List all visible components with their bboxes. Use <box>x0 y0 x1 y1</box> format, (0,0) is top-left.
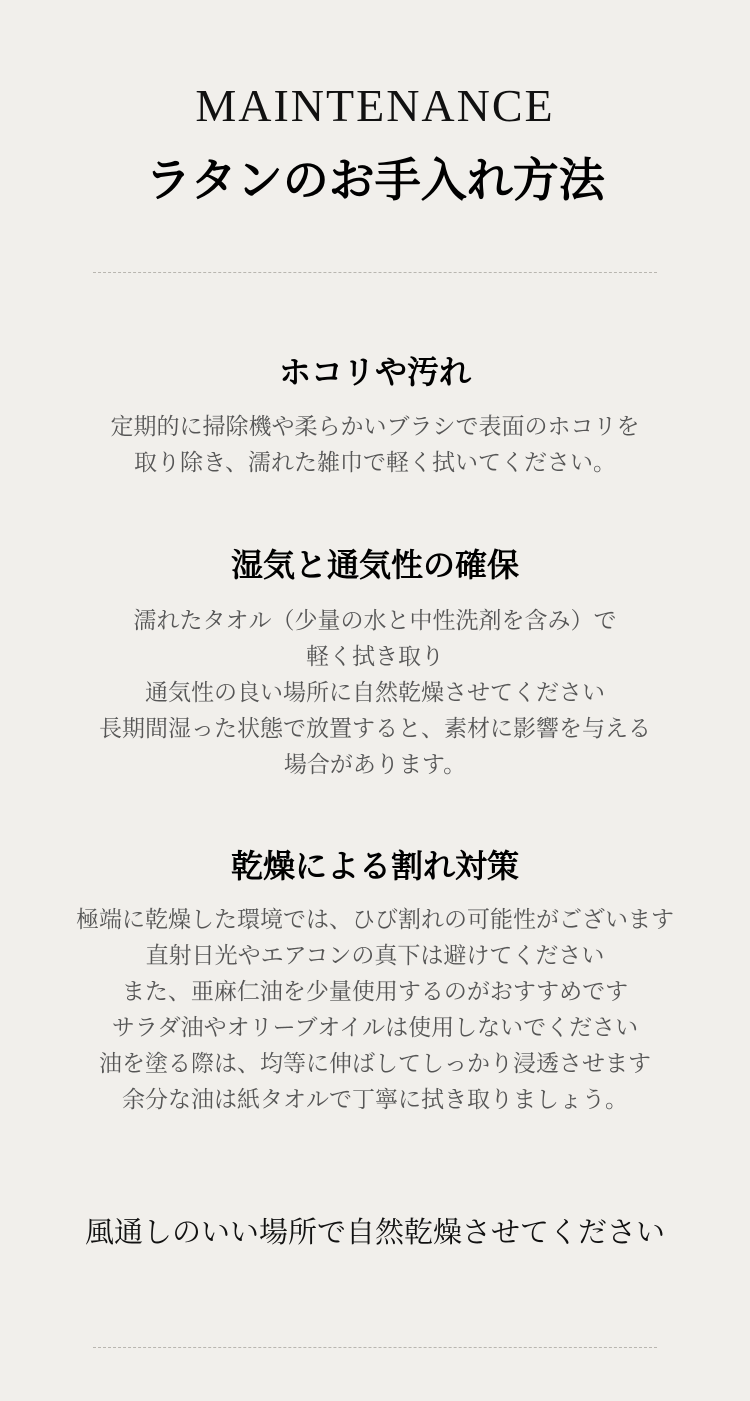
body-line: 直射日光やエアコンの真下は避けてください <box>145 943 605 969</box>
body-line: 通気性の良い場所に自然乾燥させてください <box>145 680 605 706</box>
section-body <box>0 409 750 481</box>
body-line: 油を塗る際は、均等に伸ばしてしっかり浸透させます <box>99 1051 651 1077</box>
body-line: 濡れたタオル（少量の水と中性洗剤を含み）で <box>133 608 617 634</box>
body-line: 長期間湿った状態で放置すると、素材に影響を与える <box>99 716 651 742</box>
bottom-divider <box>93 1347 657 1348</box>
body-line: 極端に乾燥した環境では、ひび割れの可能性がございます <box>76 907 674 933</box>
eyebrow-title: MAINTENANCE <box>195 80 555 131</box>
body-line: 場合があります。 <box>283 752 467 778</box>
body-line: 定期的に掃除機や柔らかいブラシで表面のホコリを <box>110 414 640 440</box>
top-divider <box>93 272 657 273</box>
body-line: また、亜麻仁油を少量使用するのがおすすめです <box>121 979 629 1005</box>
section-humidity <box>0 545 750 783</box>
section-heading: 乾燥による割れ対策 <box>230 847 519 885</box>
page-title: ラタンのお手入れ方法 <box>145 153 605 207</box>
body-line: 余分な油は紙タオルで丁寧に拭き取りましょう。 <box>122 1087 628 1113</box>
section-dryness <box>0 846 750 1118</box>
footer-note: 風通しのいい場所で自然乾燥させてください <box>84 1215 665 1249</box>
section-heading: ホコリや汚れ <box>278 353 471 391</box>
section-heading: 湿気と通気性の確保 <box>230 546 519 584</box>
section-body <box>0 603 750 783</box>
section-dust <box>0 352 750 481</box>
body-line: サラダ油やオリーブオイルは使用しないでください <box>111 1015 639 1041</box>
body-line: 軽く拭き取り <box>306 644 444 670</box>
section-body <box>0 902 750 1118</box>
body-line: 取り除き、濡れた雑巾で軽く拭いてください。 <box>133 450 617 476</box>
